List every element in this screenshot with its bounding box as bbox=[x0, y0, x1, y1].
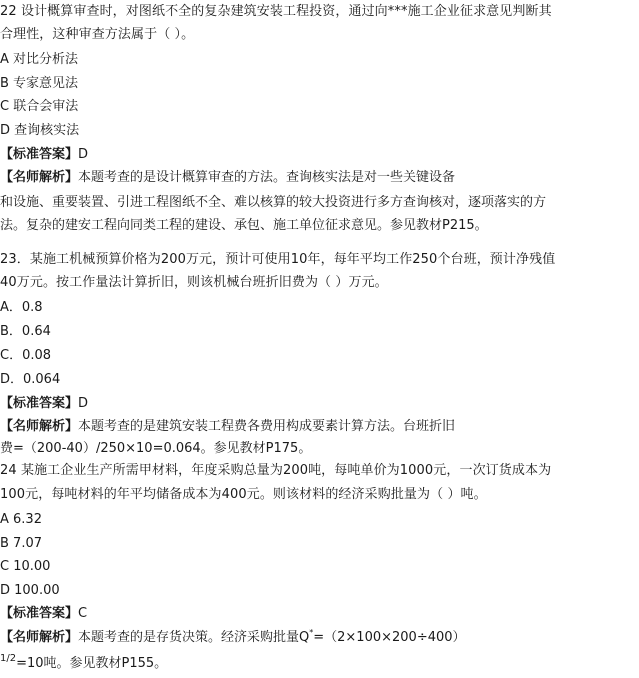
q23-stem-line-1: 23．某施工机械预算价格为200万元，预计可使用10年，每年平均工作250个台班，预计净残值 bbox=[0, 252, 556, 267]
q23-answer bbox=[0, 396, 88, 412]
q22-analysis-text-1: 本题考查的是设计概算审查的方法。查询核实法是对一些关键设备 bbox=[78, 170, 456, 185]
q24-option-a: A 6.32 bbox=[0, 512, 42, 527]
q22-answer bbox=[0, 147, 88, 163]
q22-stem-line-2: 合理性，这种审查方法属于（ ）。 bbox=[0, 27, 195, 42]
q24-analysis-label: 【名师解析】 bbox=[0, 630, 79, 645]
q24-answer-label: 【标准答案】 bbox=[0, 606, 79, 621]
q24-analysis-text-1-pre: 本题考查的是存货决策。经济采购批量Q bbox=[78, 630, 310, 645]
q23-analysis-label: 【名师解析】 bbox=[0, 419, 79, 434]
q24-analysis-text-1-post: =（2×100×200÷400） bbox=[313, 630, 466, 645]
q22-analysis-line-2: 和设施、重要装置、引进工程图纸不全、难以核算的较大投资进行多方查询核对，逐项落实的方 bbox=[0, 195, 547, 210]
q24-analysis-superscript: * bbox=[309, 628, 314, 637]
q22-option-c: C 联合会审法 bbox=[0, 99, 79, 114]
q22-stem-line-1: 22 设计概算审查时，对图纸不全的复杂建筑安装工程投资，通过向***施工企业征求意见判断其 bbox=[0, 4, 552, 19]
q24-answer-value: C bbox=[78, 606, 88, 621]
q23-answer-value: D bbox=[78, 396, 89, 411]
q22-option-b: B 专家意见法 bbox=[0, 76, 79, 91]
q23-analysis-line-1 bbox=[0, 419, 455, 435]
q23-analysis-line-2: 费=（200-40）/250×10=0.064。参见教材P175。 bbox=[0, 441, 312, 456]
q23-stem-line-2: 40万元。按工作量法计算折旧，则该机械台班折旧费为（ ）万元。 bbox=[0, 275, 388, 290]
q24-analysis-exponent: 1/2 bbox=[0, 653, 17, 664]
q24-stem-line-1: 24 某施工企业生产所需甲材料，年度采购总量为200吨，每吨单价为1000元，一次订货成本为 bbox=[0, 463, 552, 478]
q24-option-c: C 10.00 bbox=[0, 559, 51, 574]
q24-option-d: D 100.00 bbox=[0, 583, 60, 598]
q24-stem-line-2: 100元，每吨材料的年平均储备成本为400元。则该材料的经济采购批量为（ ）吨。 bbox=[0, 487, 487, 502]
q22-option-d: D 查询核实法 bbox=[0, 123, 80, 138]
q24-analysis-text-2: =10吨。参见教材P155。 bbox=[16, 656, 168, 671]
q24-analysis-line-2 bbox=[0, 653, 168, 673]
q23-answer-label: 【标准答案】 bbox=[0, 396, 79, 411]
q24-analysis-line-1 bbox=[0, 630, 466, 647]
q22-analysis-line-3: 法。复杂的建安工程向同类工程的建设、承包、施工单位征求意见。参见教材P215。 bbox=[0, 218, 488, 233]
q24-answer bbox=[0, 606, 87, 622]
q22-answer-label: 【标准答案】 bbox=[0, 147, 79, 162]
q23-analysis-text-1: 本题考查的是建筑安装工程费各费用构成要素计算方法。台班折旧 bbox=[78, 419, 456, 434]
q22-analysis-label: 【名师解析】 bbox=[0, 170, 79, 185]
q22-option-a: A 对比分析法 bbox=[0, 52, 79, 67]
q23-option-c: C．0.08 bbox=[0, 348, 52, 363]
q23-option-a: A．0.8 bbox=[0, 300, 43, 315]
q23-option-b: B．0.64 bbox=[0, 324, 51, 339]
q22-answer-value: D bbox=[78, 147, 89, 162]
q24-option-b: B 7.07 bbox=[0, 536, 42, 551]
q22-analysis-line-1 bbox=[0, 170, 455, 186]
q23-option-d: D．0.064 bbox=[0, 372, 61, 387]
